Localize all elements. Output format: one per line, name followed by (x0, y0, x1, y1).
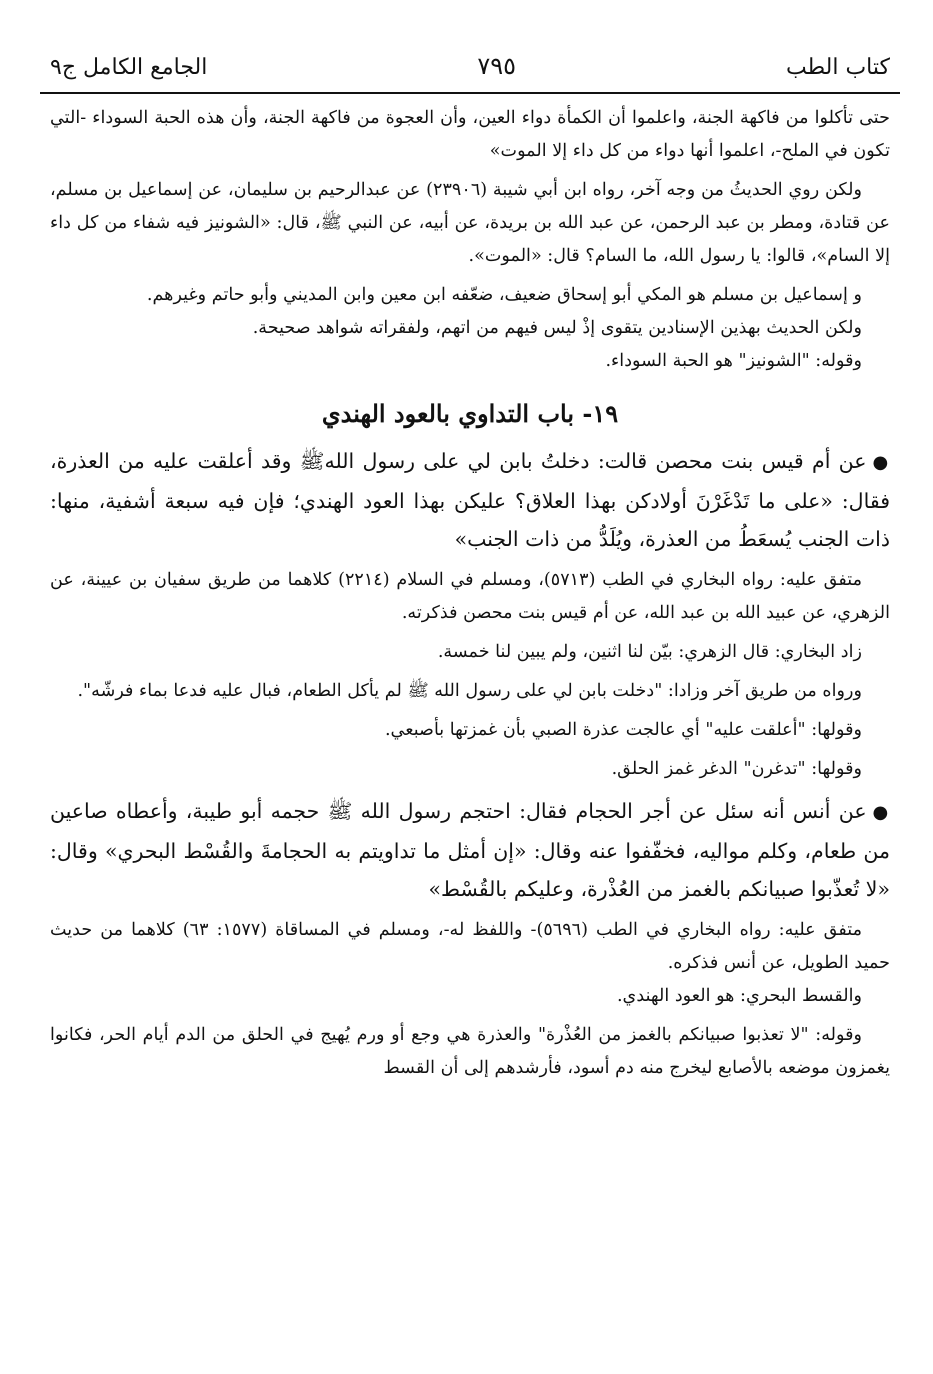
text-paragraph: ولكن الحديث بهذين الإسنادين يتقوى إذْ ليس فيهم من اتهم، ولفقراته شواهد صحيحة. (252, 318, 862, 338)
book-page (50, 52, 890, 1085)
text-paragraph: والقسط البحري: هو العود الهندي. (616, 986, 862, 1006)
page-header (50, 52, 890, 92)
hadith-paragraph (50, 442, 890, 558)
text-paragraph: زاد البخاري: قال الزهري: بيّن لنا اثنين، ولم يبين لنا خمسة. (437, 642, 862, 662)
text-paragraph: متفق عليه: رواه البخاري في الطب (٥٦٩٦)- واللفظ له-، ومسلم في المساقاة (١٥٧٧: ٦٣) كلاهما من حديث حميد الطويل، عن أنس فذكره. (50, 920, 890, 973)
text-paragraph: و إسماعيل بن مسلم هو المكي أبو إسحاق ضعيف، ضعّفه ابن معين وابن المديني وأبو حاتم وغيرهم. (146, 285, 862, 305)
bullet-icon: ● (872, 452, 890, 473)
chapter-title: كتاب الطب (786, 55, 890, 80)
book-title: الجامع الكامل ج٩ (50, 55, 208, 80)
text-paragraph: حتى تأكلوا من فاكهة الجنة، واعلموا أن الكمأة دواء العين، وأن العجوة من فاكهة الجنة، وأن هذه الحبة السوداء -التي تكون في الملح-، اعلموا أنها دواء من كل داء إلا الموت» (50, 108, 890, 161)
text-paragraph: وقولها: "تدغرن" الدغر غمز الحلق. (611, 759, 862, 779)
text-paragraph: ولكن روي الحديثُ من وجه آخر، رواه ابن أبي شيبة (٢٣٩٠٦) عن عبدالرحيم بن سليمان، عن إسماعيل بن مسلم، عن قتادة، ومطر بن عبد الرحمن، عن عبد الله بن بريدة، عن أبيه، عن النبي ﷺ، قال: «الشونيز فيه شفاء من كل داء إلا السام»، قالوا: يا رسول الله، ما السام؟ قال: «الموت». (50, 180, 890, 266)
bullet-icon: ● (872, 802, 890, 823)
text-paragraph: وقوله: "لا تعذبوا صبيانكم بالغمز من العُذْرة" والعذرة هي وجع أو ورم يُهيج في الحلق من الدم أيام الحر، فكانوا يغمزون موضعه بالأصابع ليخرج منه دم أسود، فأرشدهم إلى أن القسط (50, 1025, 890, 1078)
section-heading: ١٩- باب التداوي بالعود الهندي (321, 399, 619, 428)
header-rule (40, 92, 900, 94)
text-paragraph: ورواه من طريق آخر وزادا: "دخلت بابن لي على رسول الله ﷺ لم يأكل الطعام، فبال عليه فدعا بماء فرشّه". (77, 681, 862, 701)
page-number: ٧٩٥ (477, 52, 517, 80)
text-paragraph: وقولها: "أعلقت عليه" أي عالجت عذرة الصبي بأن غمزتها بأصبعي. (384, 720, 862, 740)
hadith-text: عن أم قيس بنت محصن قالت: دخلتُ بابن لي على رسول اللهﷺ وقد أعلقت عليه من العذرة، فقال: «على ما تَدْغَرْنَ أولادكن بهذا العلاق؟ عليكن بهذا العود الهندي؛ فإن فيه سبعة أشفية، منها: ذات الجنب يُسعَطُ من العذرة، ويُلَدُّ من ذات الجنب» (50, 449, 890, 551)
text-paragraph: وقوله: "الشونيز" هو الحبة السوداء. (605, 351, 862, 371)
hadith-text: عن أنس أنه سئل عن أجر الحجام فقال: احتجم رسول الله ﷺ حجمه أبو طيبة، وأعطاه صاعين من طعام، وكلم مواليه، فخفّفوا عنه وقال: «إن أمثل ما تداويتم به الحجامةَ والقُسْط البحري» وقال: «لا تُعذّبوا صبيانكم بالغمز من العُذْرة، وعليكم بالقُسْط» (50, 799, 890, 901)
text-paragraph: متفق عليه: رواه البخاري في الطب (٥٧١٣)، ومسلم في السلام (٢٢١٤) كلاهما من طريق سفيان بن عيينة، عن الزهري، عن عبيد الله بن عبد الله، عن أم قيس بنت محصن فذكرته. (50, 570, 890, 623)
hadith-paragraph (50, 792, 890, 908)
